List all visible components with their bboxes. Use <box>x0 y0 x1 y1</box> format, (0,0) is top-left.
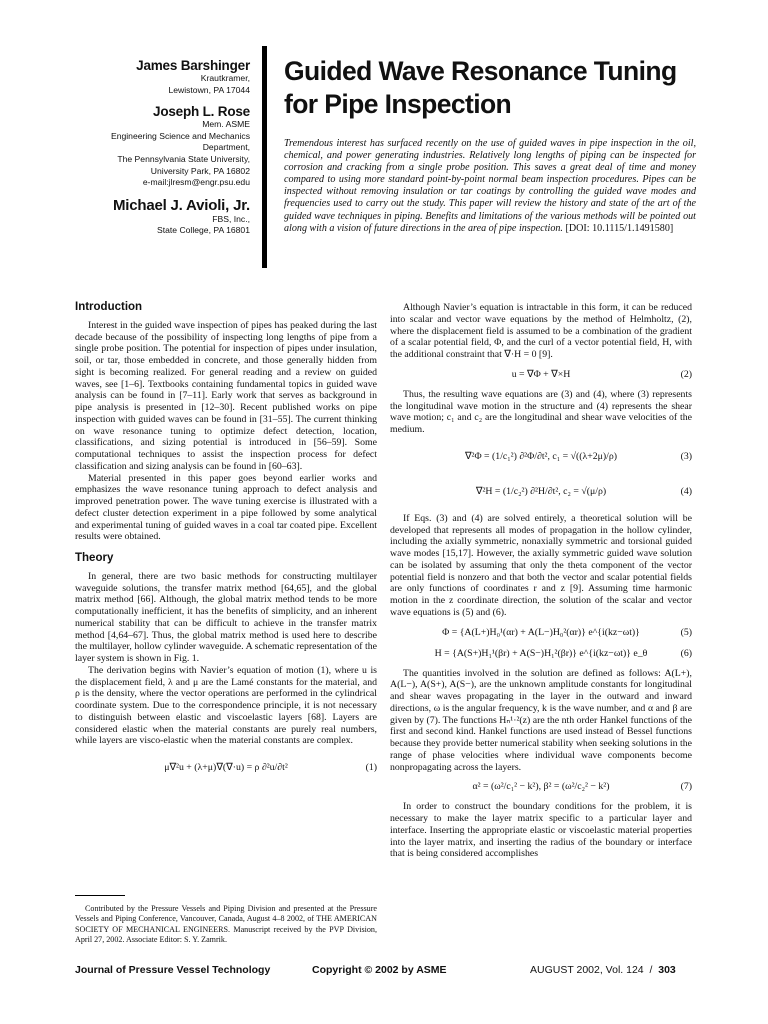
footer-journal-name: Journal of Pressure Vessel Technology <box>75 964 271 976</box>
footer-issue <box>530 964 676 976</box>
title-line: Guided Wave Resonance Tuning <box>284 56 677 86</box>
author-affiliation: University Park, PA 16802 <box>150 165 250 176</box>
equation-number: (3) <box>680 450 692 462</box>
doi-link[interactable]: [DOI: 10.1115/1.1491580] <box>565 222 674 234</box>
footnote-rule <box>75 895 125 896</box>
paragraph: Interest in the guided wave inspection of pipes has peaked during the last decade because of the possibility of inspecting long lengths of pipe from a single probe position. The potential for inspection of pipes under insulation, soil, or tar, those embedded in concrete, and those generally hidden from sight is becoming realized. For general reading and a review on guided waves, see [1–6]. Textbooks containing fundamental topics in guided wave analysis can be found in [7–11]. Early work that serves as background in pipe analysis is presented in [12–30]. Recent published works on pipe inspection with guided waves can be found in [31–55]. The current thinking on wave resonance tuning to optimize defect detection, location, classifications, and sizing potential is introduced in [56–59]. Some computational techniques to assist the inspection process for defect classification and sizing analysis can be found in [60–63]. <box>75 319 377 472</box>
author-name: James Barshinger <box>136 58 250 73</box>
author-block <box>110 58 250 237</box>
equation-2 <box>390 368 692 382</box>
paragraph: The quantities involved in the solution are defined as follows: A(L+), A(L−), A(S+), A(S−), are the unknown amplitude constants for longitudinal and shear waves propagating in the layer in the outward and inward directions, ω is the angular frequency, k is the wave number, and α and β are given by (7). The functions Hₙ¹·²(z) are the nth order Hankel functions of the first and second kind. Hankel functions are used instead of Bessel functions because they provide better numerical stability when seeking solutions in the range of phase velocities where individual wave components become nonpropagating across the layers. <box>390 667 692 773</box>
author-email[interactable]: e-mail:jlresm@engr.psu.edu <box>142 177 250 188</box>
author-name: Michael J. Avioli, Jr. <box>112 196 250 214</box>
author-affiliation: The Pennsylvania State University, <box>117 153 250 164</box>
equation-6 <box>390 647 692 661</box>
paragraph: Thus, the resulting wave equations are (3) and (4), where (3) represents the longitudinal wave motion in the structure and (4) represents the shear wave motion; c₁ and c₂ are the longitudinal and shear wave velocities of the medium. <box>390 388 692 435</box>
equation-3 <box>390 443 692 471</box>
author-affiliation: Mem. ASME <box>202 119 250 130</box>
right-column <box>390 302 692 860</box>
equation-number: (1) <box>365 762 377 773</box>
paragraph: Material presented in this paper goes beyond earlier works and emphasizes the wave resonance tuning approach to defect analysis and improved penetration power. The wave tuning exercise is illustrated with a defect cluster detection experiment in a pipe followed by some analytical and experimental tuning of guided waves in a coal tar coated pipe. Excellent results were obtained. <box>75 472 377 543</box>
equation-number: (7) <box>680 781 692 793</box>
author-affiliation: Department, <box>202 142 250 153</box>
section-heading-theory: Theory <box>75 552 114 564</box>
author-name: Joseph L. Rose <box>153 104 250 120</box>
footer-separator: / <box>649 964 653 976</box>
title-line: for Pipe Inspection <box>284 89 512 119</box>
equation-4 <box>390 478 692 506</box>
header-divider-bar <box>262 46 267 268</box>
author-affiliation: Krautkramer, <box>200 73 250 83</box>
paper-title <box>284 55 684 121</box>
equation-7 <box>390 780 692 794</box>
equation-5 <box>390 626 692 640</box>
abstract-text: Tremendous interest has surfaced recently on the use of guided waves in pipe inspection in the oil, chemical, and power generating industries. Relatively long lengths of piping can be inspected for corrosion and cracking from a single probe position. This saves a great deal of time and money compared to using more standard point-by-point normal beam inspection procedures. Pipes can be inspected without removing insulation or tar coatings by controlling the guided wave modes and frequencies used to carry out the study. This paper will review the history and state of the art of the guided wave techniques in piping. Benefits and limitations of the various methods will be pointed out along with a vision of future directions in the area of pipe inspection. <box>284 138 696 234</box>
equation-body: μ∇²u + (λ+μ)∇(∇·u) = ρ ∂²u/∂t² <box>164 762 288 773</box>
page-number: 303 <box>658 964 676 976</box>
equation-body: u = ∇Φ + ∇×H <box>511 368 571 380</box>
footer-copyright: Copyright © 2002 by ASME <box>312 964 447 976</box>
paragraph: The derivation begins with Navier’s equation of motion (1), where u is the displacement field, λ and μ are the Lamé constants for the material, and ρ is the density, where the vector operations are performed in the cylindrical coordinate system. Due to the correspondence principle, it is not necessary to distinguish between elastic and viscoelastic layers [68]. Layers are considered elastic when the material constants are purely real numbers, while layers are visco-elastic when the material constants are complex. <box>75 664 377 747</box>
equation-body: ∇²Φ = (1/c₁²) ∂²Φ/∂t², c₁ = √((λ+2μ)/ρ) <box>464 450 618 462</box>
author-affiliation: Lewistown, PA 17044 <box>168 84 250 95</box>
equation-body: ∇²H = (1/c₂²) ∂²H/∂t², c₂ = √(μ/ρ) <box>475 485 607 497</box>
paragraph: Although Navier’s equation is intractable in this form, it can be reduced into scalar and vector wave equations by the method of Helmholtz, (2), where the displacement field is assumed to be a combination of the gradient of a scalar potential field, Φ, and the curl of a vector potential field, H, with the additional constraint that ∇·H = 0 [9]. <box>390 302 692 360</box>
equation-body: α² = (ω²/c₁² − k²), β² = (ω²/c₂² − k²) <box>472 781 610 793</box>
equation-number: (5) <box>680 626 692 638</box>
abstract <box>284 138 696 235</box>
equation-number: (2) <box>680 368 692 380</box>
author-affiliation: State College, PA 16801 <box>156 225 250 236</box>
paragraph: If Eqs. (3) and (4) are solved entirely, a theoretical solution will be developed that represents all modes of propagation in the hollow cylinder, including the axially symmetric, nonaxially symmetric and torsional guided wave modes [15,17]. However, the axially symmetric guided wave solution can be isolated by assuming that only the theta component of the vector potential field is nonzero and that both the vector and scalar potential fields are only functions of coordinates r and z [9]. Assuming time harmonic motion in the z coordinate direction, the solution of the scalar and vector wave equations is (5) and (6). <box>390 512 692 618</box>
equation-body: H = {A(S+)H₁¹(βr) + A(S−)H₁²(βr)} e^{i(kz−ωt)} e_θ <box>434 647 648 659</box>
author-affiliation: FBS, Inc., <box>212 213 250 224</box>
equation-1 <box>75 754 377 782</box>
footer-issue-text: AUGUST 2002, Vol. 124 <box>530 964 644 976</box>
paragraph: In order to construct the boundary conditions for the problem, it is necessary to make the layer matrix specific to a particular layer and interface. Inserting the appropriate elastic or viscoelastic material properties into the layer matrix, and inserting the radius of the boundary or interface that is being considered accomplishes <box>390 801 692 860</box>
equation-number: (4) <box>680 485 692 497</box>
paragraph: In general, there are two basic methods for constructing multilayer waveguide solutions, the transfer matrix method [64,65], and the global matrix method [66]. Although, the global matrix method tends to be more computationally inefficient, it has the benefits of simplicity, and an inherent numerical stability that can be difficult to achieve in the transfer matrix method [4,64–67]. Thus, the global matrix method is used here to describe the multilayer, hollow cylinder waveguide. A schematic representation of the layer system is shown in Fig. 1. <box>75 570 377 664</box>
equation-number: (6) <box>680 647 692 659</box>
equation-body: Φ = {A(L+)H₀¹(αr) + A(L−)H₀²(αr)} e^{i(kz−ωt)} <box>442 626 640 638</box>
author-affiliation: Engineering Science and Mechanics <box>110 130 250 141</box>
footnote: Contributed by the Pressure Vessels and Piping Division and presented at the Pressure Vessels and Piping Conference, Vancouver, Canada, August 4–8 2002, of THE AMERICAN SOCIETY OF MECHANICAL ENGINEERS. Manuscript received by the PVP Division, April 27, 2002. Associate Editor: S. Y. Zamrik. <box>75 904 377 944</box>
left-column <box>75 302 377 789</box>
section-heading-introduction: Introduction <box>75 301 143 313</box>
